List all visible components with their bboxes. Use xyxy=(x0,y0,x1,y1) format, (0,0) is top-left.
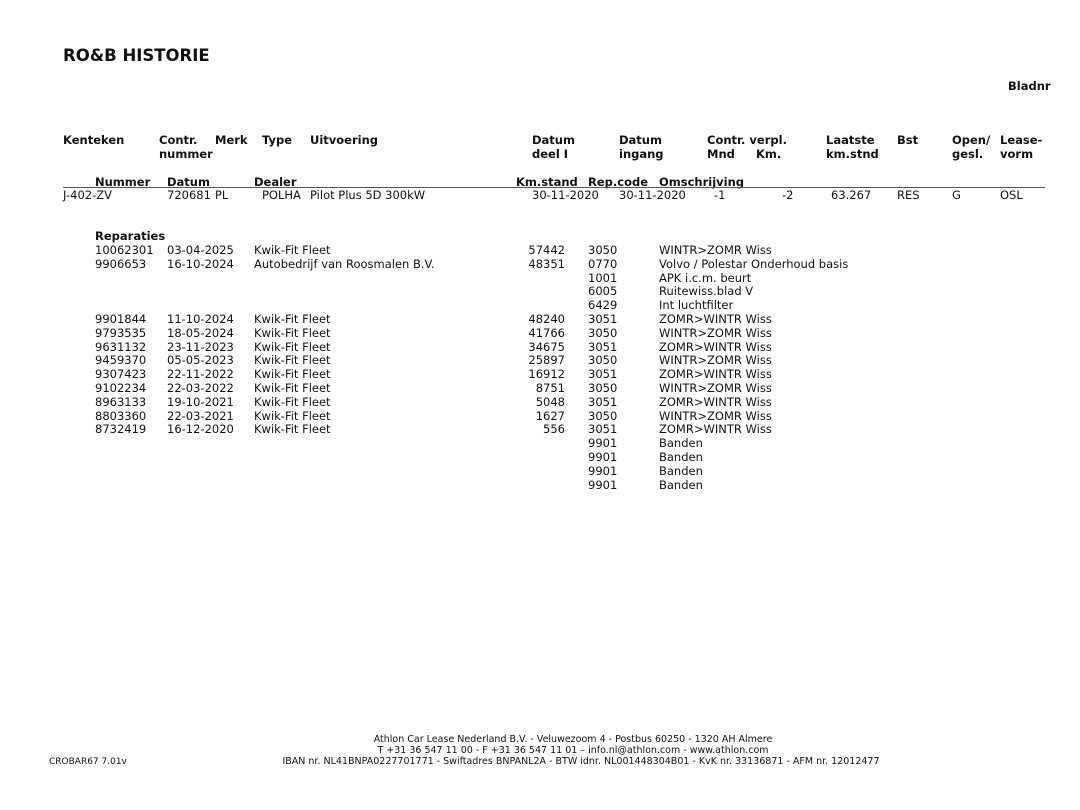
repair-km: 48240 xyxy=(528,312,565,326)
repair-km: 25897 xyxy=(528,353,565,368)
header-repcode: Rep.code xyxy=(588,175,649,189)
header-laatste: Laatste xyxy=(826,133,875,147)
header-lease-2: vorm xyxy=(1000,147,1034,161)
repair-code: 3050 xyxy=(588,243,618,257)
repair-km: 41766 xyxy=(528,325,565,340)
header-open-2: gesl. xyxy=(952,147,984,161)
repair-omschrijving: Banden xyxy=(659,477,703,492)
repair-nummer: 8732419 xyxy=(95,422,147,437)
header-bst: Bst xyxy=(897,133,919,147)
repair-km: 57442 xyxy=(528,243,565,257)
header-contract: Contr. xyxy=(159,133,198,147)
repair-code: 9901 xyxy=(588,463,618,478)
repair-km: 48351 xyxy=(528,256,565,271)
repair-omschrijving: ZOMR>WINTR Wiss xyxy=(659,339,772,354)
header-merk: Merk xyxy=(215,133,248,147)
repair-nummer: 9793535 xyxy=(95,325,147,340)
page-title: RO&B HISTORIE xyxy=(63,46,210,65)
repair-dealer: Kwik-Fit Fleet xyxy=(254,422,331,437)
repair-datum: 03-04-2025 xyxy=(167,243,234,257)
repair-code: 9901 xyxy=(588,436,618,451)
repair-datum: 22-03-2022 xyxy=(167,381,234,395)
header-type: Type xyxy=(262,133,293,147)
header-mnd: Mnd xyxy=(707,147,735,161)
header-kmstand: Km.stand xyxy=(516,175,578,189)
repair-code: 3050 xyxy=(588,325,618,340)
vehicle-kenteken: J-402-ZV xyxy=(63,188,112,202)
repairs-section-label: Reparaties xyxy=(95,229,166,243)
header-datum-deel: Datum xyxy=(532,133,575,147)
header-contr-verpl: Contr. verpl. xyxy=(707,133,787,147)
repair-code: 3050 xyxy=(588,408,618,423)
repair-dealer: Kwik-Fit Fleet xyxy=(254,394,331,409)
repair-datum: 18-05-2024 xyxy=(167,325,234,340)
header-laatste-2: km.stnd xyxy=(826,147,879,161)
repair-datum: 22-11-2022 xyxy=(167,367,234,382)
repair-dealer: Kwik-Fit Fleet xyxy=(254,367,331,382)
repair-code: 6429 xyxy=(588,298,618,313)
footer-bank-details: IBAN nr. NL41BNPA0227701771 - Swiftadres BNPANL2A - BTW idnr. NL001448304B01 - KvK nr. 33136871 - AFM nr. 12012477 xyxy=(282,756,880,767)
header-nummer: Nummer xyxy=(95,175,151,189)
repair-omschrijving: Ruitewiss.blad V xyxy=(659,284,754,299)
repair-omschrijving: WINTR>ZOMR Wiss xyxy=(659,243,772,257)
repair-datum: 22-03-2021 xyxy=(167,408,234,423)
repair-km: 34675 xyxy=(528,339,565,354)
repair-nummer: 9901844 xyxy=(95,312,147,326)
header-open: Open/ xyxy=(952,133,991,147)
repair-nummer: 9459370 xyxy=(95,353,147,368)
header-kenteken: Kenteken xyxy=(63,133,125,147)
repair-omschrijving: WINTR>ZOMR Wiss xyxy=(659,381,772,395)
footer-address: Athlon Car Lease Nederland B.V. - Veluwezoom 4 - Postbus 60250 - 1320 AH Almere xyxy=(373,734,773,745)
repair-code: 9901 xyxy=(588,477,618,492)
vehicle-datum-deel: 30-11-2020 xyxy=(532,188,599,202)
repair-datum: 23-11-2023 xyxy=(167,339,234,354)
repair-code: 3051 xyxy=(588,394,618,409)
header-dealer: Dealer xyxy=(254,175,297,189)
header-datum-deel-2: deel I xyxy=(532,147,569,161)
header-lease: Lease- xyxy=(1000,133,1043,147)
vehicle-open: G xyxy=(952,188,961,202)
vehicle-km: -2 xyxy=(782,188,794,202)
repair-nummer: 8963133 xyxy=(95,394,147,409)
repair-km: 8751 xyxy=(535,381,565,395)
repair-dealer: Kwik-Fit Fleet xyxy=(254,325,331,340)
repair-code: 3051 xyxy=(588,422,618,437)
repair-omschrijving: ZOMR>WINTR Wiss xyxy=(659,367,772,382)
repair-omschrijving: Banden xyxy=(659,436,703,451)
page-number-label: Bladnr xyxy=(1008,79,1051,93)
footer-contact: T +31 36 547 11 00 - F +31 36 547 11 01 – info.nl@athlon.com - www.athlon.com xyxy=(377,745,769,756)
repair-km: 16912 xyxy=(528,367,565,382)
header-datum-ingang: Datum xyxy=(619,133,662,147)
vehicle-datum-ingang: 30-11-2020 xyxy=(619,188,686,202)
repair-code: 1001 xyxy=(588,270,618,285)
repair-datum: 11-10-2024 xyxy=(167,312,234,326)
vehicle-merk: PL xyxy=(215,188,229,202)
header-km: Km. xyxy=(756,147,782,161)
repair-nummer: 8803360 xyxy=(95,408,147,423)
repair-omschrijving: ZOMR>WINTR Wiss xyxy=(659,394,772,409)
repair-code: 6005 xyxy=(588,284,618,299)
header-omschrijving: Omschrijving xyxy=(659,175,745,189)
repair-nummer: 9631132 xyxy=(95,339,147,354)
repair-code: 9901 xyxy=(588,450,618,464)
repair-nummer: 9906653 xyxy=(95,256,147,271)
header-uitvoering: Uitvoering xyxy=(310,133,379,147)
repair-omschrijving: WINTR>ZOMR Wiss xyxy=(659,408,772,423)
vehicle-lease: OSL xyxy=(1000,188,1023,202)
repair-code: 3051 xyxy=(588,339,618,354)
repair-dealer: Kwik-Fit Fleet xyxy=(254,312,331,326)
repair-omschrijving: Banden xyxy=(659,463,703,478)
repair-code: 3051 xyxy=(588,367,618,382)
repair-code: 3050 xyxy=(588,381,618,395)
form-code: CROBAR67 7.01v xyxy=(49,757,127,767)
repair-nummer: 9307423 xyxy=(95,367,147,382)
repair-datum: 05-05-2023 xyxy=(167,353,234,368)
vehicle-type: POLHA xyxy=(262,188,301,202)
header-datum-ingang-2: ingang xyxy=(619,147,664,161)
repair-datum: 16-12-2020 xyxy=(167,422,234,437)
vehicle-contract: 720681 xyxy=(167,188,211,202)
repair-omschrijving: Banden xyxy=(659,450,703,464)
repair-omschrijving: ZOMR>WINTR Wiss xyxy=(659,312,772,326)
repair-dealer: Kwik-Fit Fleet xyxy=(254,243,331,257)
repair-omschrijving: WINTR>ZOMR Wiss xyxy=(659,353,772,368)
repair-km: 5048 xyxy=(535,394,565,409)
repair-omschrijving: APK i.c.m. beurt xyxy=(659,270,752,285)
repair-dealer: Kwik-Fit Fleet xyxy=(254,381,331,395)
repair-omschrijving: Volvo / Polestar Onderhoud basis xyxy=(659,256,849,271)
repair-code: 3050 xyxy=(588,353,618,368)
repair-dealer: Kwik-Fit Fleet xyxy=(254,408,331,423)
vehicle-bst: RES xyxy=(897,188,920,202)
repair-dealer: Kwik-Fit Fleet xyxy=(254,339,331,354)
repair-datum: 19-10-2021 xyxy=(167,394,234,409)
repair-nummer: 10062301 xyxy=(95,243,154,257)
header-datum: Datum xyxy=(167,175,210,189)
repair-omschrijving: Int luchtfilter xyxy=(659,298,734,313)
repair-omschrijving: ZOMR>WINTR Wiss xyxy=(659,422,772,437)
repair-dealer: Kwik-Fit Fleet xyxy=(254,353,331,368)
vehicle-laatste-km: 63.267 xyxy=(831,188,872,202)
repair-dealer: Autobedrijf van Roosmalen B.V. xyxy=(254,256,435,271)
repair-code: 3051 xyxy=(588,312,618,326)
repair-km: 556 xyxy=(543,422,565,437)
repair-datum: 16-10-2024 xyxy=(167,256,234,271)
repair-km: 1627 xyxy=(535,408,565,423)
vehicle-mnd: -1 xyxy=(714,188,726,202)
vehicle-uitvoering: Pilot Plus 5D 300kW xyxy=(310,188,426,202)
repair-omschrijving: WINTR>ZOMR Wiss xyxy=(659,325,772,340)
header-contract-2: nummer xyxy=(159,147,213,161)
repair-code: 0770 xyxy=(588,256,618,271)
repair-nummer: 9102234 xyxy=(95,381,147,395)
